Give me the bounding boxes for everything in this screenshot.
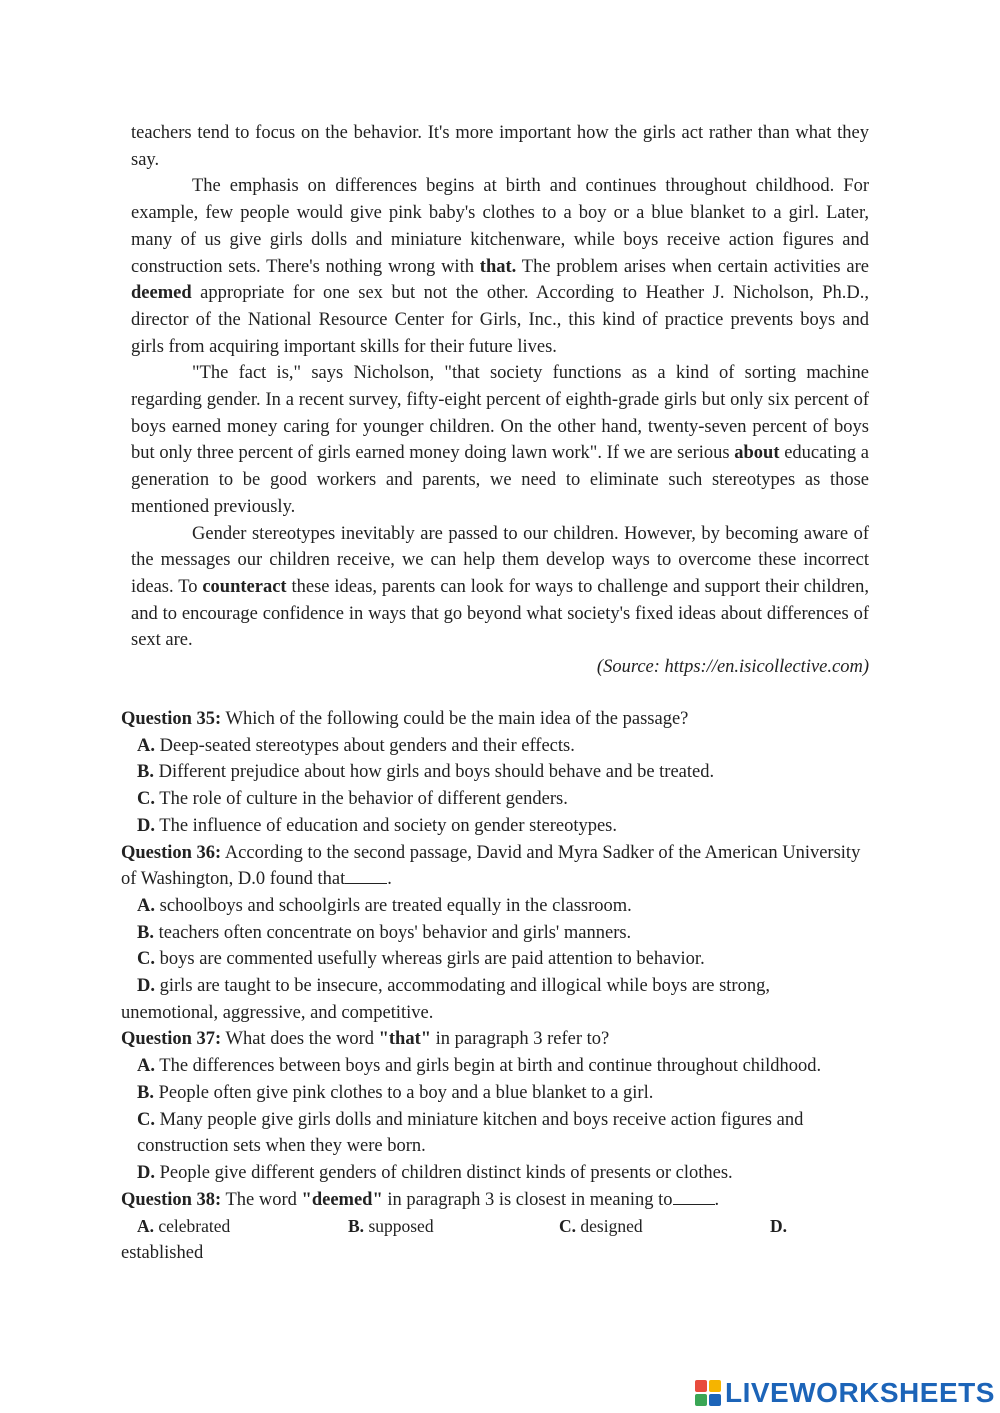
question-list — [121, 706, 869, 1267]
passage-paragraph-2: The emphasis on differences begins at birth and continues throughout childhood. For example, few people would give pink baby's clothes to a boy or a blue blanket to a girl. Later, many of us give girls dolls and miniature kitchenware, while boys receive action figures and construction sets. There's nothing wrong with that. The problem arises when certain activities are deemed appropriate for one sex but not the other. According to Heather J. Nicholson, Ph.D., director of the National Resource Center for Girls, Inc., this kind of practice prevents boys and girls from acquiring important skills for their future lives. — [131, 176, 869, 357]
question-35: Question 35: Which of the following could be the main idea of the passage? — [121, 709, 689, 729]
q35-option-b[interactable]: B. Different prejudice about how girls and boys should behave and be treated. — [137, 762, 715, 783]
q38-option-d[interactable]: D. — [770, 1216, 788, 1237]
question-38: Question 38: The word "deemed" in paragraph 3 is closest in meaning to . — [121, 1189, 720, 1210]
liveworksheets-logo — [695, 1376, 995, 1410]
liveworksheets-logo-icon — [695, 1380, 721, 1406]
answer-blank[interactable] — [673, 1188, 715, 1205]
passage-paragraph-3: "The fact is," says Nicholson, "that society functions as a kind of sorting machine regarding gender. In a recent survey, fifty-eight percent of eighth-grade girls but only six percent of boys earned money caring for younger children. On the other hand, twenty-seven percent of boys but only three percent of girls earned money doing lawn work". If we are serious about educating a generation to be good workers and parents, we need to eliminate such stereotypes as those mentioned previously. — [131, 363, 869, 517]
q35-option-c[interactable]: C. The role of culture in the behavior of different genders. — [137, 789, 568, 810]
q38-option-b[interactable]: B. supposed — [348, 1216, 434, 1237]
q38-option-d-text: established — [121, 1243, 204, 1264]
q38-option-a[interactable]: A. celebrated — [137, 1216, 231, 1237]
q36-option-a[interactable]: A. schoolboys and schoolgirls are treated equally in the classroom. — [137, 895, 632, 916]
logo-text: LIVEWORKSHEETS — [725, 1377, 995, 1408]
q38-option-c[interactable]: C. designed — [559, 1216, 643, 1237]
highlighted-word-counteract: counteract — [202, 576, 287, 597]
answer-blank[interactable] — [345, 867, 387, 884]
reading-passage — [131, 120, 869, 681]
q37-option-a[interactable]: A. The differences between boys and girls begin at birth and continue throughout childhood. — [137, 1056, 822, 1077]
q36-option-d[interactable]: D. girls are taught to be insecure, accommodating and illogical while boys are strong, unemotional, aggressive, and competitive. — [121, 976, 770, 1023]
q35-option-d[interactable]: D. The influence of education and society on gender stereotypes. — [137, 815, 617, 836]
q37-option-c[interactable]: C. Many people give girls dolls and miniature kitchen and boys receive action figures and construction sets when they were born. — [137, 1109, 804, 1157]
highlighted-word-deemed: deemed — [131, 283, 192, 304]
passage-paragraph-4: Gender stereotypes inevitably are passed to our children. However, by becoming aware of the messages our children receive, we can help them develop ways to overcome these incorrect ideas. To counteract these ideas, parents can look for ways to challenge and support their children, and to encourage confidence in ways that go beyond what society's fixed ideas about differences of sext are. — [131, 523, 869, 651]
q37-option-b[interactable]: B. People often give pink clothes to a boy and a blue blanket to a girl. — [137, 1082, 654, 1103]
passage-source: (Source: https://en.isicollective.com) — [596, 657, 869, 678]
passage-paragraph-1: teachers tend to focus on the behavior. It's more important how the girls act rather than what they say. — [131, 123, 869, 170]
q38-options-row — [121, 1213, 869, 1240]
highlighted-word-that: that. — [479, 256, 517, 277]
question-36: Question 36: According to the second passage, David and Myra Sadker of the American University of Washington, D.0 found that . — [121, 842, 861, 890]
q36-option-b[interactable]: B. teachers often concentrate on boys' behavior and girls' manners. — [137, 922, 632, 943]
q37-option-d[interactable]: D. People give different genders of children distinct kinds of presents or clothes. — [137, 1162, 733, 1183]
highlighted-word-about: about — [734, 443, 780, 464]
q35-option-a[interactable]: A. Deep-seated stereotypes about genders and their effects. — [137, 735, 575, 756]
q36-option-c[interactable]: C. boys are commented usefully whereas girls are paid attention to behavior. — [137, 949, 705, 970]
question-37: Question 37: What does the word "that" in paragraph 3 refer to? — [121, 1029, 610, 1050]
